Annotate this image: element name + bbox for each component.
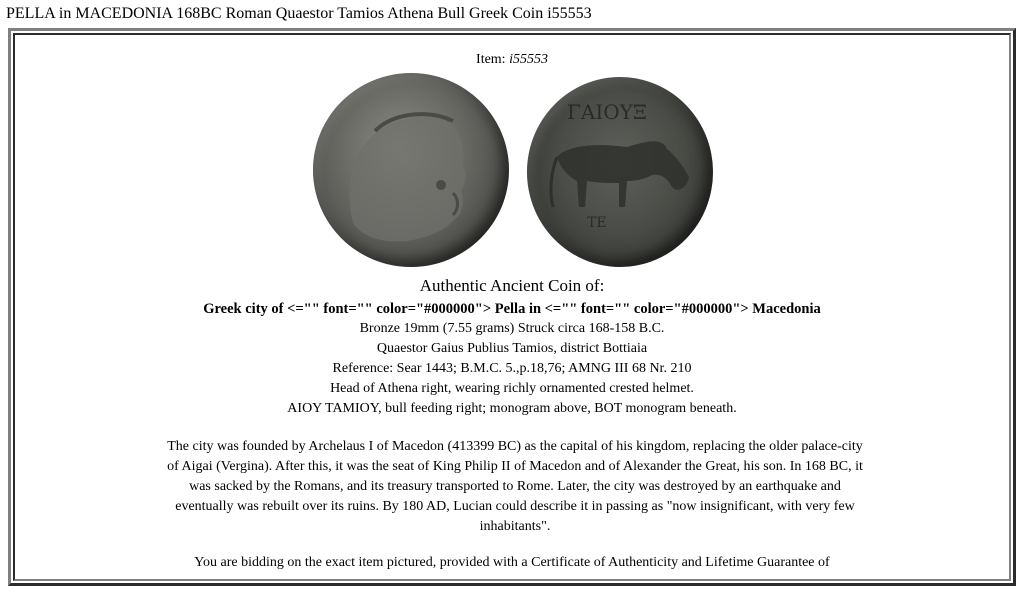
- detail-line: AIOY TAMIOY, bull feeding right; monogram above, BOT monogram beneath.: [287, 401, 737, 416]
- bidding-notice: You are bidding on the exact item pictured, provided with a Certificate of Authenticity and Lifetime Guarantee of: [194, 555, 830, 570]
- detail-line: Bronze 19mm (7.55 grams) Struck circa 168-158 B.C.: [359, 321, 665, 336]
- coin-reverse-image: [527, 77, 713, 267]
- listing-inner-frame: [13, 33, 1011, 581]
- item-label: Item:: [476, 52, 506, 67]
- detail-line: Quaestor Gaius Publius Tamios, district Bottiaia: [376, 341, 648, 356]
- coin-details: [15, 299, 1009, 419]
- coin-obverse-image: [313, 73, 509, 267]
- history-paragraph: The city was founded by Archelaus I of Macedon (413399 BC) as the capital of his kingdom, replacing the older palace-city of Aigai (Vergina). After this, it was the seat of King Philip II of Macedon and of Alexander the Great, his son. In 168 BC, it was sacked by the Romans, and its treasury transported to Rome. Later, the city was destroyed by an earthquake and eventually was rebuilt over its ruins. By 180 AD, Lucian could describe it in passing as "now insignificant, with very few inhabitants".: [167, 439, 863, 534]
- detail-line: Reference: Sear 1443; B.M.C. 5.,p.18,76; AMNG III 68 Nr. 210: [332, 361, 692, 376]
- reverse-legend: ΓΑΙΟΥΞ: [567, 100, 647, 124]
- coin-heading: Authentic Ancient Coin of:: [419, 276, 605, 295]
- coin-image[interactable]: [311, 71, 715, 271]
- listing-frame: [8, 28, 1016, 586]
- detail-line: Head of Athena right, wearing richly ornamented crested helmet.: [330, 381, 694, 396]
- origin-line: Greek city of <="" font="" color="#000000"> Pella in <="" font="" color="#000000"> Macedonia: [203, 301, 821, 317]
- athena-head-icon: [313, 73, 509, 267]
- bull-icon: [527, 77, 713, 267]
- item-number: [15, 51, 1009, 69]
- svg-text:ΤΕ: ΤΕ: [587, 215, 607, 231]
- item-id: i55553: [509, 52, 548, 67]
- page-title: PELLA in MACEDONIA 168BC Roman Quaestor Tamios Athena Bull Greek Coin i55553: [6, 5, 592, 22]
